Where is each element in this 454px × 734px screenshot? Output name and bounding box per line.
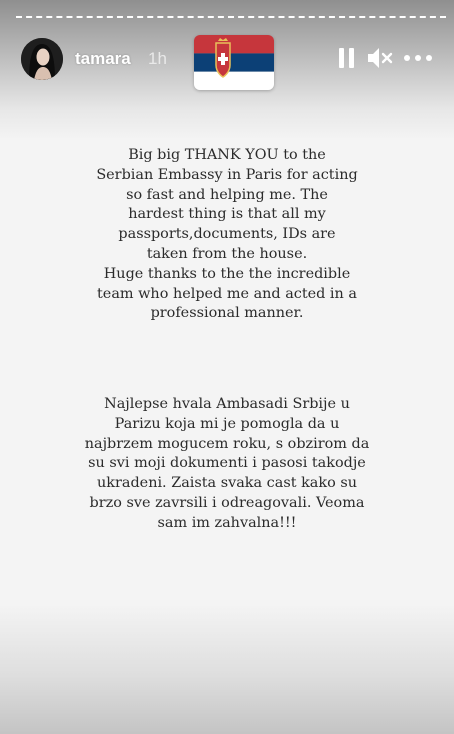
message-line: Huge thanks to the the incredible: [103, 265, 351, 282]
serbian-message: [70, 395, 384, 534]
username[interactable]: tamara: [75, 49, 131, 68]
message-line: so fast and helping me. The: [126, 186, 328, 203]
serbia-flag-sticker: [194, 35, 274, 90]
message-line: hardest thing is that all my: [128, 206, 326, 223]
message-line: ukradeni. Zaista svaka cast kako su: [97, 475, 357, 492]
profile-photo-icon: [21, 38, 63, 80]
message-line: passports,documents, IDs are: [118, 226, 336, 243]
more-options-icon[interactable]: [403, 46, 433, 70]
message-line: Big big THANK YOU to the: [128, 147, 326, 163]
message-line: team who helped me and acted in a: [97, 285, 357, 302]
message-line: professional manner.: [150, 305, 304, 322]
message-line: taken from the house.: [146, 245, 308, 262]
message-line: brzo sve zavrsili i odreagovali. Veoma: [89, 494, 365, 511]
mute-icon[interactable]: [367, 46, 393, 70]
message-line: Serbian Embassy in Paris for acting: [96, 166, 358, 183]
pause-icon[interactable]: [338, 46, 356, 70]
story-progress-bar: [16, 16, 446, 18]
message-line: Parizu koja mi je pomogla da u: [114, 415, 340, 432]
message-line: najbrzem mogucem roku, s obzirom da: [84, 435, 370, 452]
message-line: su svi moji dokumenti i pasosi takodje: [88, 455, 366, 472]
english-message: [70, 146, 384, 324]
avatar[interactable]: [21, 38, 63, 80]
coat-of-arms-icon: [216, 38, 230, 77]
message-line: Najlepse hvala Ambasadi Srbije u: [104, 396, 350, 412]
post-time: 1h: [148, 49, 167, 68]
message-line: sam im zahvalna!!!: [157, 514, 297, 531]
footer-gradient: [0, 604, 454, 734]
